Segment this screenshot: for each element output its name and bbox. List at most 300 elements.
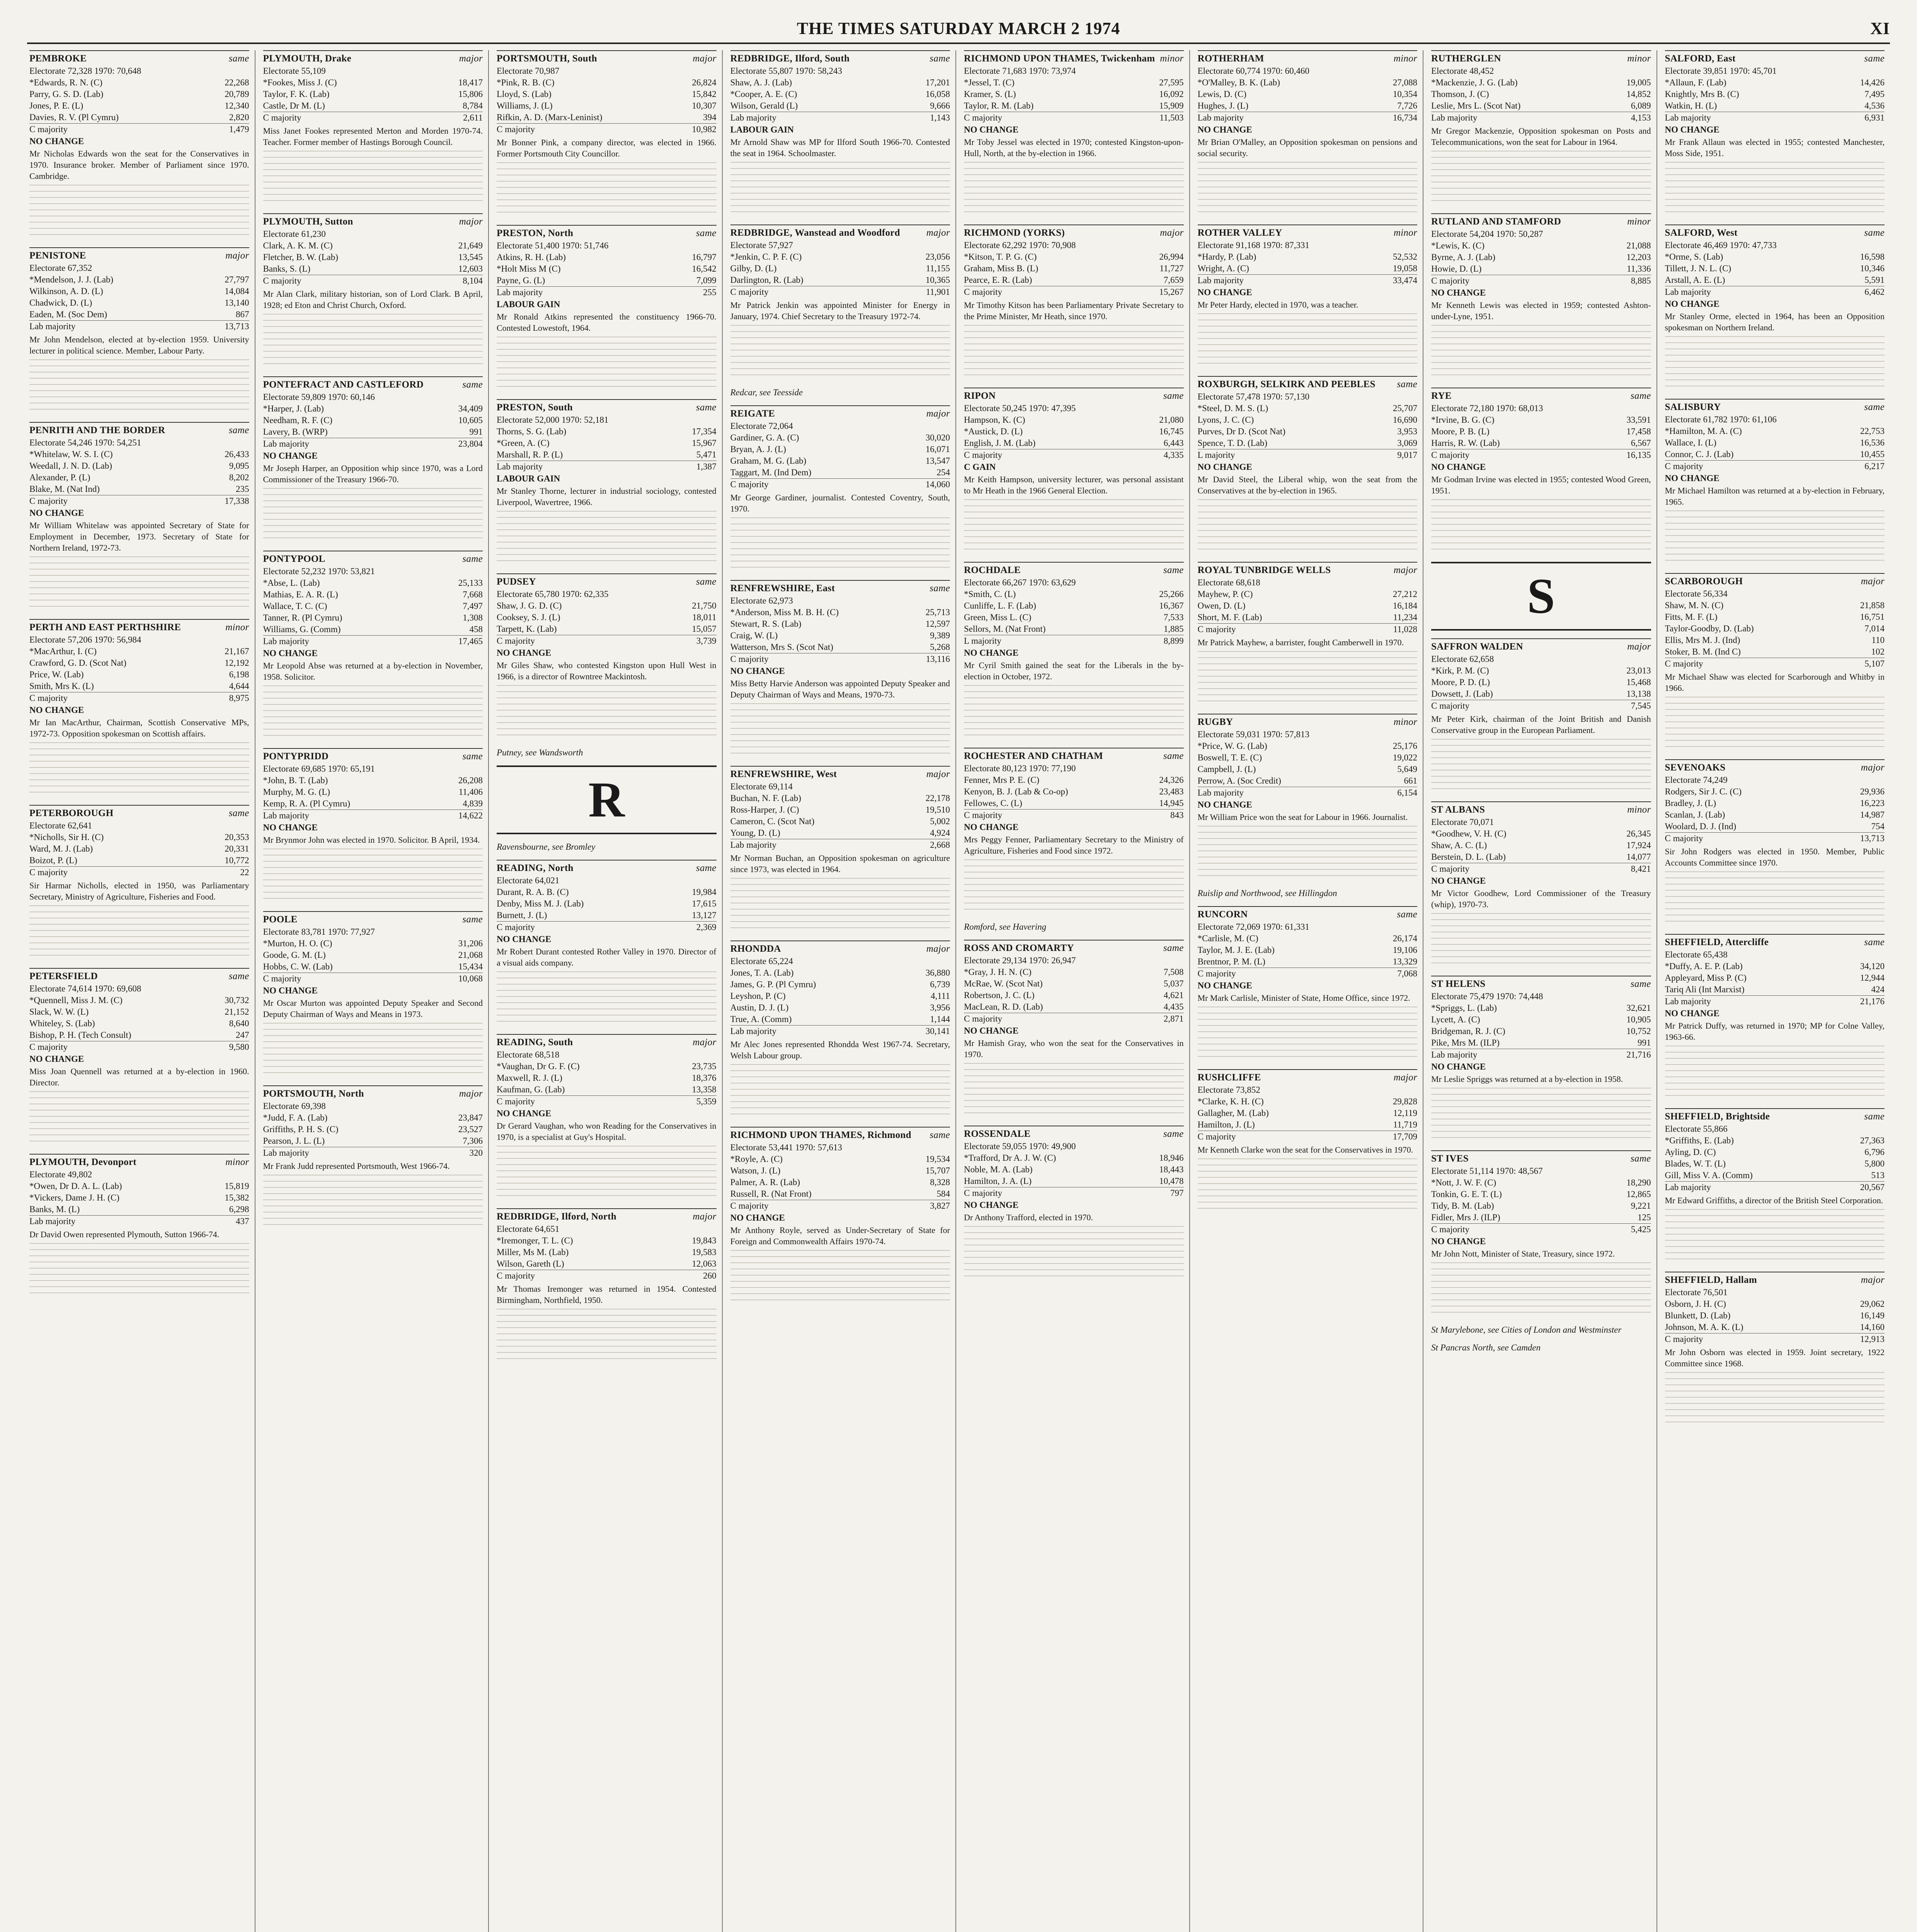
candidate-row: [964, 77, 1184, 88]
electorate-line: Electorate 29,134 1970: 26,947: [964, 956, 1076, 965]
text-line: [29, 1253, 249, 1259]
candidate-row: [1665, 821, 1885, 832]
candidate-row: [1431, 77, 1651, 88]
text-line: [1665, 539, 1885, 544]
member-biography: Dr Gerard Vaughan, who won Reading for the Conservatives in 1970, is a specialist at Guy's Hospital.: [497, 1121, 717, 1142]
candidate-votes: 7,533: [1163, 612, 1184, 622]
text-line: [497, 521, 717, 526]
swing-label: major: [1861, 576, 1885, 587]
text-line: [1665, 166, 1885, 171]
majority-label: Lab majority: [1431, 113, 1478, 122]
text-line: [730, 1099, 950, 1104]
candidate-votes: 9,221: [1631, 1201, 1651, 1211]
candidate-name: Scanlan, J. (Lab): [1665, 810, 1725, 820]
text-line: [964, 1230, 1184, 1235]
candidate-row: [263, 263, 483, 275]
candidate-votes: 19,005: [1626, 78, 1651, 87]
text-line: [1198, 848, 1418, 854]
candidate-name: *Price, W. G. (Lab): [1197, 741, 1267, 751]
majority-row: [1431, 112, 1651, 124]
candidate-votes: 17,458: [1626, 427, 1651, 436]
text-line: [730, 894, 950, 900]
constituency-name: RENFREWSHIRE, West: [730, 769, 837, 779]
candidate-row: [497, 449, 717, 461]
candidate-row: [29, 309, 249, 320]
candidate-votes: 23,735: [692, 1061, 717, 1071]
text-line: [964, 888, 1184, 893]
text-line: [730, 1087, 950, 1092]
text-line: [964, 497, 1184, 502]
candidate-name: Lavery, B. (WRP): [263, 427, 328, 437]
candidate-votes: 22,178: [925, 793, 950, 803]
constituency-heading: [964, 1126, 1184, 1139]
text-line: [730, 1260, 950, 1265]
candidate-votes: 32,621: [1626, 1003, 1651, 1013]
majority-label: C majority: [1197, 1132, 1236, 1141]
constituency-heading: [263, 1085, 483, 1099]
text-line: [263, 192, 483, 197]
swing-label: major: [926, 769, 950, 779]
candidate-name: *Duffy, A. E. P. (Lab): [1665, 961, 1743, 971]
majority-label: Lab majority: [497, 462, 543, 471]
text-line: [29, 597, 249, 603]
text-line: [1431, 155, 1651, 160]
page-number: XI: [1870, 19, 1890, 38]
candidate-votes: 29,828: [1393, 1097, 1417, 1106]
text-line: [1431, 749, 1651, 754]
constituency-name: PORTSMOUTH, North: [263, 1088, 364, 1099]
text-line: [1431, 198, 1651, 203]
candidate-votes: 16,092: [1159, 89, 1184, 99]
candidate-row: [1665, 1170, 1885, 1181]
candidate-name: Wilson, Gareth (L): [497, 1259, 564, 1269]
candidate-row: [730, 967, 950, 979]
candidate-row: [1665, 1135, 1885, 1146]
candidate-row: [1431, 1026, 1651, 1037]
swing-label: major: [459, 1088, 483, 1099]
swing-label: minor: [1393, 53, 1417, 64]
text-line: [1431, 1116, 1651, 1122]
candidate-name: Wilson, Gerald (L): [730, 101, 798, 111]
majority-label: C majority: [1431, 276, 1470, 286]
text-line: [1665, 352, 1885, 358]
text-line: [1665, 1413, 1885, 1418]
candidate-name: Gardiner, G. A. (C): [730, 433, 799, 442]
result-status: NO CHANGE: [1431, 1062, 1486, 1071]
candidate-votes: 6,443: [1163, 438, 1184, 448]
text-line: [263, 1172, 483, 1178]
text-line: [263, 733, 483, 738]
constituency-entry: [497, 225, 717, 389]
text-line: [29, 1107, 249, 1113]
candidate-row: [1431, 677, 1651, 688]
majority-row: [497, 286, 717, 298]
constituency-entry: [1665, 573, 1885, 749]
majority-label: C majority: [263, 113, 301, 122]
text-line: [263, 523, 483, 528]
candidate-row: [730, 100, 950, 112]
candidate-name: Slack, W. W. (L): [29, 1007, 89, 1017]
swing-label: same: [228, 971, 249, 981]
constituency-heading: [497, 860, 717, 874]
candidate-row: [1665, 437, 1885, 449]
text-line: [730, 565, 950, 570]
candidate-name: Blake, M. (Nat Ind): [29, 484, 100, 494]
candidate-row: [964, 274, 1184, 286]
swing-label: same: [1163, 391, 1184, 401]
candidate-votes: 19,534: [925, 1154, 950, 1164]
text-line: [964, 341, 1184, 347]
majority-label: Lab majority: [497, 287, 543, 297]
candidate-votes: 584: [936, 1189, 950, 1199]
electorate-line: Electorate 53,441 1970: 57,613: [730, 1143, 842, 1152]
electorate-line: Electorate 70,071: [1431, 817, 1494, 827]
constituency-heading: [1198, 376, 1418, 390]
text-line: [497, 353, 717, 358]
candidate-votes: 247: [236, 1030, 249, 1040]
constituency-heading: [964, 748, 1184, 762]
majority-label: Lab majority: [263, 1148, 309, 1158]
candidate-name: Appleyard, Miss P. (C): [1665, 973, 1747, 983]
candidate-votes: 19,984: [692, 887, 717, 897]
result-status: NO CHANGE: [263, 451, 318, 461]
constituency-heading: [730, 405, 950, 419]
electorate-line: Electorate 69,685 1970: 65,191: [263, 764, 375, 774]
constituency-heading: [1198, 714, 1418, 728]
majority-row: [730, 1200, 950, 1212]
candidate-votes: 18,946: [1159, 1153, 1184, 1163]
swing-label: major: [1393, 1072, 1417, 1083]
candidate-row: [1198, 426, 1418, 437]
text-line: [497, 981, 717, 987]
constituency-entry: [263, 50, 483, 203]
candidate-name: Hughes, J. (L): [1197, 101, 1249, 111]
majority-row: [730, 839, 950, 851]
candidate-votes: 19,510: [925, 805, 950, 815]
candidate-name: Buchan, N. F. (Lab): [730, 793, 801, 803]
candidate-name: Lewis, D. (C): [1197, 89, 1246, 99]
text-line: [1431, 185, 1651, 191]
majority-value: 15,267: [1159, 287, 1184, 297]
swing-label: minor: [225, 1157, 249, 1167]
candidate-row: [964, 1175, 1184, 1187]
text-line: [497, 1180, 717, 1186]
constituency-name: RYE: [1431, 391, 1452, 401]
candidate-name: Tidy, B. M. (Lab): [1431, 1201, 1494, 1211]
candidate-votes: 14,077: [1626, 852, 1651, 862]
text-line: [263, 492, 483, 497]
candidate-row: [730, 263, 950, 274]
member-biography: Mrs Peggy Fenner, Parliamentary Secretary to the Ministry of Agriculture, Fisheries and Food since 1972.: [964, 835, 1184, 855]
candidate-votes: 26,433: [225, 449, 249, 459]
text-line: [1198, 1187, 1418, 1192]
swing-label: minor: [1627, 53, 1651, 64]
majority-label: C majority: [29, 496, 68, 506]
text-line: [964, 1067, 1184, 1072]
candidate-name: Leyshon, P. (C): [730, 991, 786, 1001]
candidate-votes: 991: [469, 427, 483, 437]
text-line: [730, 1093, 950, 1098]
majority-value: 8,104: [463, 276, 483, 286]
text-line: [263, 185, 483, 191]
candidate-name: *John, B. T. (Lab): [263, 776, 328, 785]
majority-row: [497, 1095, 717, 1107]
text-line: [730, 178, 950, 184]
text-line: [1665, 738, 1885, 743]
candidate-row: [1198, 740, 1418, 752]
constituency-entry: [730, 224, 950, 378]
text-line: [263, 173, 483, 179]
text-line: [497, 707, 717, 713]
candidate-name: *Cooper, A. E. (C): [730, 89, 797, 99]
candidate-name: *Austick, D. (L): [964, 427, 1023, 436]
candidate-votes: 867: [236, 310, 249, 319]
text-line: [497, 701, 717, 707]
electorate-line: Electorate 56,334: [1665, 589, 1728, 599]
majority-label: Lab majority: [730, 113, 776, 122]
majority-value: 20,567: [1860, 1182, 1885, 1192]
text-line: [1431, 774, 1651, 779]
candidate-row: [1198, 437, 1418, 449]
text-line: [29, 1132, 249, 1138]
candidate-row: [730, 979, 950, 990]
constituency-entry: [1665, 50, 1885, 214]
candidate-votes: 34,409: [458, 404, 483, 413]
candidate-name: MacLean, R. D. (Lab): [964, 1002, 1043, 1012]
member-biography: Mr Brynmor John was elected in 1970. Solicitor. B April, 1934.: [263, 835, 480, 845]
text-line: [497, 359, 717, 364]
text-line: [29, 789, 249, 795]
electorate-line: Electorate 65,438: [1665, 950, 1728, 959]
electorate-line: Electorate 51,114 1970: 48,567: [1431, 1166, 1543, 1176]
candidate-name: Tanner, R. (Pl Cymru): [263, 613, 342, 622]
constituency-entry: [964, 388, 1184, 552]
constituency-entry: [1198, 714, 1418, 878]
candidate-votes: 10,354: [1393, 89, 1417, 99]
candidate-name: Stewart, R. S. (Lab): [730, 619, 802, 629]
candidate-name: Jones, T. A. (Lab): [730, 968, 794, 978]
majority-value: 4,335: [1163, 450, 1184, 460]
candidate-name: Taylor, M. J. E. (Lab): [1197, 945, 1275, 955]
constituency-entry: [1431, 50, 1651, 203]
text-line: [263, 726, 483, 732]
text-line: [29, 566, 249, 572]
candidate-votes: 9,666: [930, 101, 950, 111]
text-line: [29, 579, 249, 584]
candidate-votes: 19,583: [692, 1247, 717, 1257]
text-line: [29, 195, 249, 200]
candidate-votes: 3,953: [1397, 427, 1417, 436]
majority-label: Lab majority: [1431, 1050, 1478, 1060]
candidate-name: Hampson, K. (C): [964, 415, 1025, 425]
text-line: [964, 184, 1184, 190]
candidate-votes: 19,843: [692, 1236, 717, 1245]
candidate-name: Arstall, A. E. (L): [1665, 275, 1725, 285]
constituency-heading: [497, 50, 717, 64]
text-line: [964, 863, 1184, 869]
candidate-row: [964, 786, 1184, 798]
candidate-votes: 15,434: [458, 962, 483, 971]
text-line: [1198, 311, 1418, 316]
constituency-name: ROSSENDALE: [964, 1129, 1031, 1139]
candidate-row: [263, 426, 483, 438]
candidate-row: [29, 1029, 249, 1041]
text-line: [730, 913, 950, 918]
text-line: [964, 1261, 1184, 1266]
candidate-votes: 16,542: [692, 264, 717, 274]
text-line: [1431, 372, 1651, 378]
candidate-name: Price, W. (Lab): [29, 670, 84, 679]
candidate-votes: 4,621: [1163, 990, 1184, 1000]
candidate-row: [497, 1072, 717, 1084]
candidate-votes: 13,329: [1393, 957, 1417, 966]
result-status: NO CHANGE: [730, 666, 785, 676]
text-line: [1198, 680, 1418, 685]
electorate-line: Electorate 57,206 1970: 56,984: [29, 635, 141, 645]
text-line: [29, 585, 249, 590]
candidate-name: Tariq Ali (Int Marxist): [1665, 985, 1745, 994]
candidate-row: [1431, 240, 1651, 252]
text-line: [497, 209, 717, 215]
text-line: [29, 903, 249, 908]
candidate-name: Gill, Miss V. A. (Comm): [1665, 1170, 1753, 1180]
text-line: [1665, 875, 1885, 881]
text-line: [1431, 1272, 1651, 1278]
constituency-heading: [1198, 50, 1418, 64]
candidate-name: Tonkin, G. E. T. (L): [1431, 1189, 1502, 1199]
candidate-row: [263, 775, 483, 786]
text-line: [29, 604, 249, 609]
majority-value: 9,580: [229, 1042, 249, 1052]
majority-row: [1665, 286, 1885, 298]
candidate-votes: 7,497: [463, 601, 483, 611]
constituency-heading: [1198, 562, 1418, 576]
candidate-name: Clark, A. K. M. (C): [263, 241, 333, 250]
text-line: [263, 1191, 483, 1196]
candidate-votes: 13,140: [225, 298, 249, 308]
candidate-name: Kenyon, B. J. (Lab & Co-op): [964, 787, 1068, 796]
constituency-entry: [964, 748, 1184, 912]
candidate-row: [263, 938, 483, 949]
candidate-votes: 15,806: [458, 89, 483, 99]
candidate-name: Austin, D. J. (L): [730, 1003, 789, 1012]
candidate-name: *Trafford, Dr A. J. W. (C): [964, 1153, 1056, 1163]
candidate-votes: 4,924: [930, 828, 950, 838]
swing-label: major: [1627, 641, 1651, 652]
majority-value: 7,068: [1397, 969, 1417, 978]
constituency-entry: [730, 580, 950, 756]
candidate-row: [1665, 809, 1885, 821]
majority-label: C majority: [1665, 659, 1703, 668]
text-line: [263, 179, 483, 185]
candidate-votes: 1,308: [463, 613, 483, 622]
swing-label: same: [228, 425, 249, 435]
candidate-row: [1431, 1037, 1651, 1049]
result-status: NO CHANGE: [263, 823, 318, 832]
candidate-votes: 235: [236, 484, 249, 494]
result-status: NO CHANGE: [1431, 288, 1486, 298]
text-line: [29, 213, 249, 219]
candidate-row: [730, 467, 950, 478]
text-line: [1198, 830, 1418, 835]
candidate-row: [29, 77, 249, 88]
majority-value: 437: [236, 1216, 249, 1226]
swing-label: major: [1160, 228, 1184, 238]
candidate-votes: 5,471: [696, 450, 717, 459]
results-column: [27, 50, 255, 1932]
text-line: [964, 528, 1184, 533]
candidate-row: [497, 623, 717, 635]
constituency-name: RHONDDA: [730, 944, 781, 954]
candidate-row: [29, 995, 249, 1006]
text-line: [29, 406, 249, 412]
electorate-line: Electorate 66,267 1970: 63,629: [964, 578, 1076, 587]
text-line: [263, 535, 483, 541]
text-line: [1198, 534, 1418, 539]
candidate-row: [1431, 1200, 1651, 1212]
member-biography: Mr Joseph Harper, an Opposition whip since 1970, was a Lord Commissioner of the Treasury 1966-70.: [263, 463, 483, 484]
candidate-name: Connor, C. J. (Lab): [1665, 449, 1734, 459]
candidate-votes: 21,152: [225, 1007, 249, 1017]
majority-label: L majority: [964, 636, 1001, 646]
candidate-row: [1665, 449, 1885, 460]
majority-label: C majority: [1197, 624, 1236, 634]
candidate-row: [29, 1018, 249, 1029]
text-line: [263, 486, 483, 491]
text-line: [29, 394, 249, 400]
candidate-votes: 27,363: [1860, 1136, 1885, 1145]
candidate-votes: 13,545: [458, 252, 483, 262]
text-line: [29, 915, 249, 921]
candidate-row: [730, 1177, 950, 1188]
constituency-name: RUTHERGLEN: [1431, 53, 1501, 64]
constituency-entry: [263, 911, 483, 1075]
text-line: [1665, 160, 1885, 165]
candidate-name: Graham, Miss B. (L): [964, 264, 1039, 273]
swing-label: same: [696, 228, 717, 238]
constituency-heading: [497, 1034, 717, 1048]
text-line: [29, 369, 249, 375]
candidate-row: [964, 88, 1184, 100]
candidate-name: *Mackenzie, J. G. (Lab): [1431, 78, 1518, 87]
text-line: [1198, 209, 1418, 214]
text-line: [1665, 701, 1885, 706]
majority-label: Lab majority: [263, 439, 309, 449]
result-status: NO CHANGE: [263, 648, 318, 658]
candidate-row: [1198, 588, 1418, 600]
text-line: [964, 509, 1184, 515]
majority-value: 30,141: [925, 1026, 950, 1036]
text-line: [1431, 534, 1651, 539]
text-line: [29, 591, 249, 597]
text-line: [1198, 330, 1418, 335]
candidate-name: Payne, G. (L): [497, 276, 545, 285]
candidate-name: Watkin, H. (L): [1665, 101, 1717, 111]
text-line: [730, 925, 950, 930]
majority-row: [1665, 460, 1885, 472]
majority-value: 8,899: [1163, 636, 1184, 646]
text-line: [263, 1064, 483, 1069]
candidate-row: [497, 1247, 717, 1258]
candidate-votes: 991: [1638, 1038, 1651, 1048]
constituency-heading: [29, 1154, 249, 1168]
text-line: [1431, 917, 1651, 922]
text-line: [730, 360, 950, 365]
text-line: [29, 759, 249, 764]
candidate-name: Bryan, A. J. (L): [730, 444, 786, 454]
result-status: NO CHANGE: [1665, 473, 1720, 483]
constituency-heading: [497, 1208, 717, 1222]
